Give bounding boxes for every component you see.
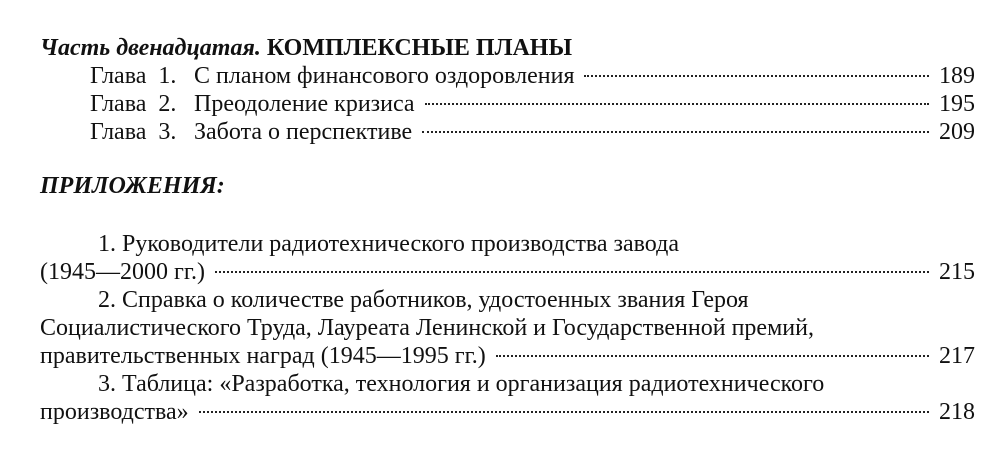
dot-leader xyxy=(496,355,929,357)
appendices-heading: ПРИЛОЖЕНИЯ: xyxy=(40,173,225,199)
chapter-label: Глава 1. xyxy=(90,63,177,89)
toc-entry-chapter-2[interactable] xyxy=(40,90,975,118)
part-title: КОМПЛЕКСНЫЕ ПЛАНЫ xyxy=(266,35,573,61)
chapter-label: Глава 3. xyxy=(90,119,177,145)
appendix-1-line-1: 1. Руководители радиотехнического производства завода xyxy=(98,231,679,257)
appendix-title-end: производства» xyxy=(40,399,189,425)
dot-leader xyxy=(215,271,929,273)
toc-entry-appendix-1[interactable] xyxy=(40,258,975,286)
page-number: 189 xyxy=(939,63,975,89)
dot-leader xyxy=(584,75,929,77)
page-number: 195 xyxy=(939,91,975,117)
appendix-2-line-2: Социалистического Труда, Лауреата Ленинской и Государственной премий, xyxy=(40,315,814,341)
part-heading xyxy=(40,34,572,62)
page-number: 217 xyxy=(939,343,975,369)
appendix-2-line-1: 2. Справка о количестве работников, удостоенных звания Героя xyxy=(98,287,749,313)
toc-entry-chapter-1[interactable] xyxy=(40,62,975,90)
chapter-label: Глава 2. xyxy=(90,91,177,117)
page-number: 215 xyxy=(939,259,975,285)
dot-leader xyxy=(422,131,929,133)
toc-entry-appendix-3[interactable] xyxy=(40,398,975,426)
dot-leader xyxy=(199,411,929,413)
chapter-title: С планом финансового оздоровления xyxy=(194,63,575,89)
part-label: Часть двенадцатая. xyxy=(40,35,261,61)
toc-entry-appendix-2[interactable] xyxy=(40,342,975,370)
dot-leader xyxy=(425,103,929,105)
toc-entry-chapter-3[interactable] xyxy=(40,118,975,146)
appendix-title-end: правительственных наград (1945—1995 гг.) xyxy=(40,343,486,369)
appendix-title-end: (1945—2000 гг.) xyxy=(40,259,205,285)
appendix-3-line-1: 3. Таблица: «Разработка, технология и организация радиотехнического xyxy=(98,371,825,397)
chapter-title: Забота о перспективе xyxy=(194,119,413,145)
page-number: 209 xyxy=(939,119,975,145)
chapter-title: Преодоление кризиса xyxy=(194,91,415,117)
page-number: 218 xyxy=(939,399,975,425)
